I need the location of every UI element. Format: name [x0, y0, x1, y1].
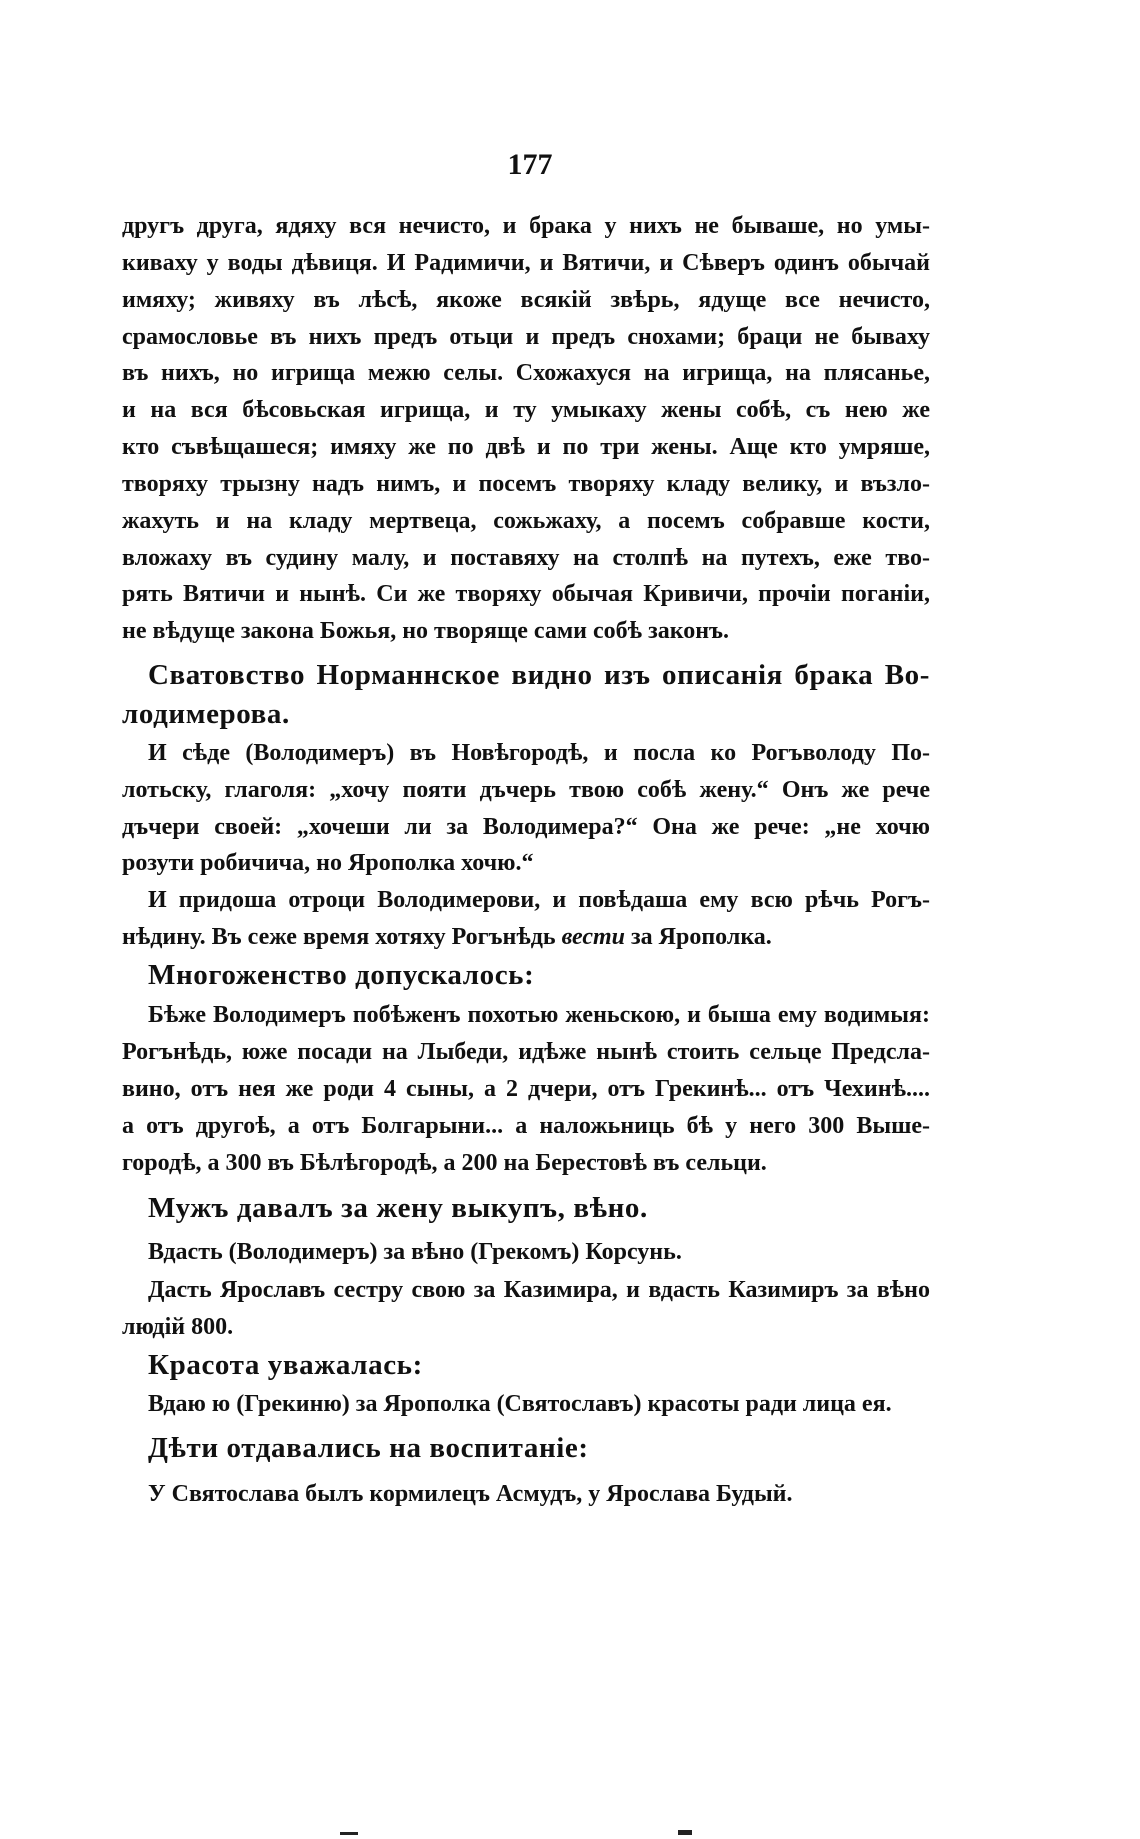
line-text: имяху; живяху въ лѣсѣ, якоже всякій звѣрь, ядуще все нечисто,	[122, 287, 930, 313]
text-line	[122, 613, 930, 649]
text-line	[122, 1309, 930, 1345]
line-text: Красота уважалась:	[148, 1349, 423, 1381]
line-text: не вѣдуще закона Божья, но творяще сами собѣ законъ.	[122, 618, 730, 644]
text-line	[122, 319, 930, 355]
text-line	[122, 355, 930, 391]
text-line	[122, 540, 930, 576]
page-number: 177	[507, 148, 553, 181]
text-line	[148, 1234, 930, 1270]
text-line	[122, 576, 930, 612]
line-text: Вдасть (Володимеръ) за вѣно (Грекомъ) Корсунь.	[148, 1239, 682, 1265]
text-line	[148, 1272, 930, 1308]
line-text: У Святослава былъ кормилецъ Асмудъ, у Ярослава Будый.	[148, 1481, 793, 1507]
text-line	[122, 208, 930, 244]
scan-mark	[678, 1830, 692, 1835]
scan-mark	[340, 1832, 358, 1835]
line-text: Сватовство Норманнское видно изъ описанія брака Во-	[148, 659, 930, 691]
text-line	[122, 772, 930, 808]
line-text: творяху трызну надъ нимъ, и посемъ творяху кладу велику, и възло-	[122, 471, 930, 497]
text-line	[122, 1108, 930, 1144]
text-line	[122, 845, 930, 881]
text-line	[122, 392, 930, 428]
line-text: Дасть Ярославъ сестру свою за Казимира, и вдасть Казимиръ за вѣно	[148, 1277, 930, 1303]
line-text: Бѣже Володимеръ побѣженъ похотью женьскою, и быша ему водимыя:	[148, 1002, 930, 1028]
line-text: а отъ другоѣ, а отъ Болгарыни... а наложьниць бѣ у него 300 Выше-	[122, 1113, 930, 1139]
text-line	[122, 1071, 930, 1107]
text-line	[122, 919, 930, 955]
line-text: рять Вятичи и нынѣ. Си же творяху обычая Кривичи, прочіи поганіи,	[122, 581, 930, 607]
line-text: нѣдину. Въ сеже время хотяху Рогънѣдь	[122, 924, 562, 950]
line-text: дъчери своей: „хочеши ли за Володимера?“ Она же рече: „не хочю	[122, 814, 930, 840]
text-line	[122, 1034, 930, 1070]
line-text: И придоша отроци Володимерови, и повѣдаша ему всю рѣчь Рогъ-	[148, 887, 930, 913]
text-line	[122, 466, 930, 502]
text-line	[122, 245, 930, 281]
text-line	[122, 809, 930, 845]
text-line	[122, 503, 930, 539]
italic-word: вести	[561, 924, 626, 950]
line-text: Дѣти отдавались на воспитаніе:	[148, 1432, 589, 1464]
section-heading-line	[148, 1188, 930, 1228]
line-text: вино, отъ нея же роди 4 сыны, а 2 дчери, отъ Грекинѣ... отъ Чехинѣ....	[122, 1076, 930, 1102]
line-text: Вдаю ю (Грекиню) за Ярополка (Святославъ) красоты ради лица ея.	[148, 1391, 892, 1417]
line-text: лотьску, глаголя: „хочу пояти дъчерь твою собѣ жену.“ Онъ же рече	[122, 777, 930, 803]
line-text: Многоженство допускалось:	[148, 959, 535, 991]
line-text: розути робичича, но Ярополка хочю.“	[122, 850, 534, 876]
line-text: лодимерова.	[122, 698, 290, 730]
line-text: городѣ, а 300 въ Бѣлѣгородѣ, а 200 на Берестовѣ въ сельци.	[122, 1150, 767, 1176]
line-text: жахуть и на кладу мертвеца, сожьжаху, а посемъ собравше кости,	[122, 508, 930, 534]
line-text: И сѣде (Володимеръ) въ Новѣгородѣ, и посла ко Рогъволоду По-	[148, 740, 930, 766]
text-line	[148, 882, 930, 918]
line-text: въ нихъ, но игрища межю селы. Схожахуся на игрища, на плясанье,	[122, 360, 930, 386]
text-line	[122, 282, 930, 318]
line-text: Мужъ давалъ за жену выкупъ, вѣно.	[148, 1192, 648, 1224]
line-text: кто съвѣщашеся; имяху же по двѣ и по три жены. Аще кто умряше,	[122, 434, 930, 460]
line-text: за Ярополка.	[625, 924, 772, 950]
line-text: срамословье въ нихъ предъ отьци и предъ снохами; браци не бываху	[122, 324, 930, 350]
line-text: другъ друга, ядяху вся нечисто, и брака у нихъ не бываше, но умы-	[122, 213, 930, 239]
section-heading-line	[122, 694, 930, 734]
line-text: киваху у воды дѣвиця. И Радимичи, и Вятичи, и Сѣверъ одинъ обычай	[122, 250, 930, 276]
section-heading-line	[148, 955, 930, 995]
text-line	[122, 429, 930, 465]
text-line	[148, 735, 930, 771]
text-line	[148, 1476, 930, 1512]
section-heading-line	[148, 1428, 930, 1468]
section-heading-line	[148, 655, 930, 695]
text-line	[122, 1145, 930, 1181]
line-text: и на вся бѣсовьская игрища, и ту умыкаху жены собѣ, съ нею же	[122, 397, 930, 423]
line-text: людій 800.	[122, 1314, 234, 1340]
text-line	[148, 1386, 930, 1422]
text-line	[148, 997, 930, 1033]
section-heading-line	[148, 1345, 930, 1385]
line-text: вложаху въ судину малу, и поставяху на столпѣ на путехъ, еже тво-	[122, 545, 930, 571]
line-text: Рогънѣдь, юже посади на Лыбеди, идѣже нынѣ стоить сельце Предсла-	[122, 1039, 930, 1065]
